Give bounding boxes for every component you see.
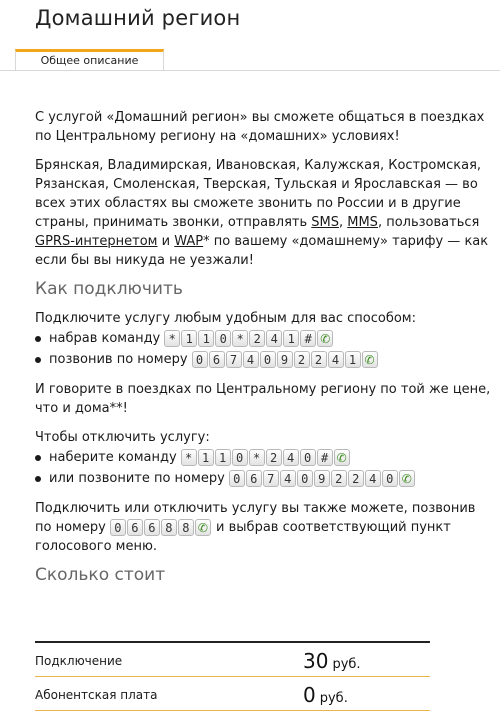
ussd-code-keys[interactable]	[181, 447, 351, 468]
code-key: 4	[266, 330, 282, 347]
code-key: 8	[178, 519, 194, 536]
price-amount: 0	[303, 683, 316, 707]
disconnect-intro: Чтобы отключить услугу:	[35, 430, 210, 445]
price-unit: руб.	[332, 657, 361, 672]
mms-link[interactable]: MMS	[347, 215, 378, 230]
code-key: 6	[209, 351, 225, 368]
code-key: *	[181, 449, 197, 466]
cost-heading: Сколько стоит	[35, 565, 166, 585]
code-key: *	[164, 330, 180, 347]
price-value	[303, 649, 361, 673]
main-content	[35, 108, 495, 585]
code-key: 6	[144, 519, 160, 536]
code-key: 0	[260, 351, 276, 368]
code-key: 0	[192, 351, 208, 368]
connect-note: И говорите в поездках по Центральному региону по той же цене, что и дома**!	[35, 382, 491, 416]
disconnect-methods-list	[35, 447, 495, 489]
phone-number-keys[interactable]	[229, 468, 416, 489]
price-row-connection	[35, 643, 430, 677]
voice-menu-text-end: и выбрав соответствующий пункт голосового меню.	[35, 520, 451, 554]
tariff-text: * по вашему «домашнему» тарифу — как если бы вы никуда не уезжали!	[35, 234, 489, 268]
ussd-code-keys[interactable]	[164, 328, 334, 349]
price-value	[303, 683, 348, 707]
code-key: #	[300, 330, 316, 347]
phone-handset-icon: ✆	[334, 449, 350, 466]
voice-menu-paragraph	[35, 499, 495, 556]
comma-text: ,	[338, 215, 348, 230]
phone-handset-icon: ✆	[195, 519, 211, 536]
tab-general-description[interactable]: Общее описание	[15, 49, 164, 70]
connect-method-call	[35, 349, 495, 370]
code-key: *	[249, 449, 265, 466]
how-to-connect-heading: Как подключить	[35, 279, 183, 299]
phone-handset-icon: ✆	[317, 330, 333, 347]
gprs-internet-link[interactable]: GPRS-интернетом	[35, 234, 158, 249]
code-key: 6	[246, 470, 262, 487]
code-key: 1	[283, 330, 299, 347]
sms-link[interactable]: SMS	[311, 215, 339, 230]
code-key: 4	[283, 449, 299, 466]
connect-method-label: набрав команду	[49, 331, 161, 346]
price-label: Подключение	[35, 654, 123, 668]
code-key: 0	[297, 470, 313, 487]
code-key: 6	[127, 519, 143, 536]
connect-methods-list	[35, 328, 495, 370]
price-unit: руб.	[319, 691, 348, 706]
code-key: 0	[110, 519, 126, 536]
price-table	[35, 641, 430, 711]
code-key: 9	[314, 470, 330, 487]
price-row-subscription-fee	[35, 677, 430, 711]
code-key: 1	[198, 449, 214, 466]
tab-bar	[0, 47, 500, 71]
code-key: 0	[300, 449, 316, 466]
and-text: и	[157, 234, 175, 249]
code-key: 1	[198, 330, 214, 347]
disconnect-method-call	[35, 468, 495, 489]
connect-method-label: позвонив по номеру	[49, 352, 188, 367]
code-key: 7	[263, 470, 279, 487]
code-key: 1	[215, 449, 231, 466]
intro-paragraph: С услугой «Домашний регион» вы сможете общаться в поездках по Центральному региону на «домашних» условиях!	[35, 110, 485, 144]
code-key: 1	[181, 330, 197, 347]
code-key: 2	[249, 330, 265, 347]
code-key: 4	[280, 470, 296, 487]
use-text: , пользоваться	[377, 215, 480, 230]
disconnect-method-label: наберите команду	[49, 450, 177, 465]
price-amount: 30	[303, 649, 329, 673]
connect-method-ussd	[35, 328, 495, 349]
code-key: 2	[348, 470, 364, 487]
disconnect-method-ussd	[35, 447, 495, 468]
regions-paragraph	[35, 156, 495, 270]
voice-menu-text: Подключить или отключить услугу вы также можете, позвонив по номеру	[35, 501, 476, 535]
connect-intro: Подключите услугу любым удобным для вас способом:	[35, 311, 416, 326]
code-key: 4	[365, 470, 381, 487]
code-key: 7	[226, 351, 242, 368]
code-key: *	[232, 330, 248, 347]
code-key: 0	[232, 449, 248, 466]
code-key: 0	[382, 470, 398, 487]
code-key: 2	[294, 351, 310, 368]
disconnect-method-label: или позвоните по номеру	[49, 471, 225, 486]
voice-menu-number-keys[interactable]	[110, 518, 212, 537]
code-key: 8	[161, 519, 177, 536]
phone-handset-icon: ✆	[362, 351, 378, 368]
code-key: 1	[345, 351, 361, 368]
code-key: 2	[331, 470, 347, 487]
code-key: 0	[229, 470, 245, 487]
price-label: Абонентская плата	[35, 688, 158, 702]
regions-text: Брянская, Владимирская, Ивановская, Калужская, Костромская, Рязанская, Смоленская, Тверская, Тульская и Ярославская — во всех этих областях вы сможете звонить по России и в другие страны, принимать звонки, отправлять	[35, 158, 482, 230]
code-key: 2	[311, 351, 327, 368]
code-key: #	[317, 449, 333, 466]
code-key: 4	[328, 351, 344, 368]
phone-handset-icon: ✆	[399, 470, 415, 487]
phone-number-keys[interactable]	[192, 349, 379, 370]
code-key: 0	[215, 330, 231, 347]
code-key: 4	[243, 351, 259, 368]
code-key: 9	[277, 351, 293, 368]
code-key: 2	[266, 449, 282, 466]
page-title: Домашний регион	[35, 6, 241, 30]
wap-link[interactable]: WAP	[174, 234, 204, 249]
